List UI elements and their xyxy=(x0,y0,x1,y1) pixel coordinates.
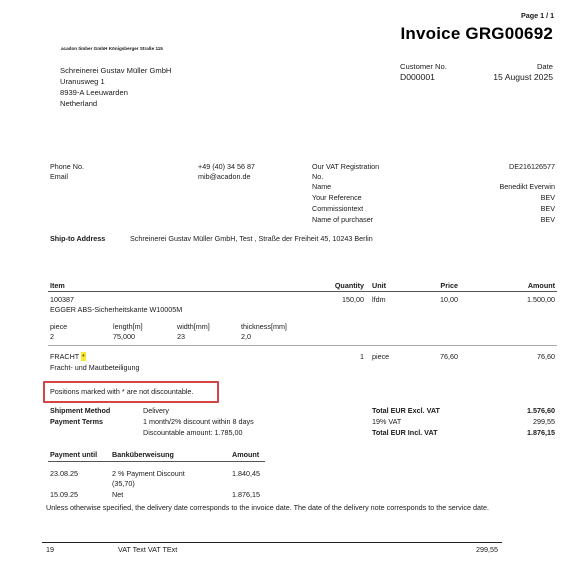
payment-terms-label: Payment Terms xyxy=(50,417,103,426)
payment-terms-value: 1 month/2% discount within 8 days xyxy=(143,417,254,426)
vat-value-2: Benedikt Everwin xyxy=(499,182,555,191)
vat-label-4: Commissiontext xyxy=(312,204,364,213)
pay-col-bank: Banküberweisung xyxy=(112,450,174,459)
vat-label-2: Name xyxy=(312,182,332,191)
delivery-footnote: Unless otherwise specified, the delivery date corresponds to the invoice date. The date of the delivery note corresponds to the service date. xyxy=(46,503,489,512)
payment-header-divider xyxy=(48,461,265,462)
dim-header-length: length[m] xyxy=(113,322,143,331)
pay-row1-desc2: (35,70) xyxy=(112,479,135,488)
recipient-city: 8939-A Leeuwarden xyxy=(60,88,128,97)
recipient-street: Uranusweg 1 xyxy=(60,77,105,86)
line2-unit: piece xyxy=(372,352,390,361)
col-item: Item xyxy=(50,281,65,290)
vat-amount-value: 299,55 xyxy=(533,417,555,426)
vat-amount-label: 19% VAT xyxy=(372,417,402,426)
page-number: Page 1 / 1 xyxy=(521,11,555,20)
header-divider xyxy=(48,291,557,292)
vat-footer-text: VAT Text VAT TExt xyxy=(118,545,178,554)
row-divider xyxy=(48,345,557,346)
shipment-value: Delivery xyxy=(143,406,169,415)
vat-value-3: BEV xyxy=(540,193,555,202)
line2-price: 76,60 xyxy=(440,352,458,361)
footer-divider xyxy=(42,542,502,543)
line1-quantity: 150,00 xyxy=(342,295,364,304)
vat-value-4: BEV xyxy=(540,204,555,213)
dim-header-piece: piece xyxy=(50,322,68,331)
line2-amount: 76,60 xyxy=(537,352,555,361)
vat-label-3: Your Reference xyxy=(312,193,362,202)
line1-desc: EGGER ABS-Sicherheitskante W10005M xyxy=(50,305,183,314)
ship-to-label: Ship-to Address xyxy=(50,234,106,243)
line2-no-text: FRACHT xyxy=(50,352,80,361)
email-value[interactable]: mib@acadon.de xyxy=(198,172,251,181)
pay-col-until: Payment until xyxy=(50,450,98,459)
col-unit: Unit xyxy=(372,281,386,290)
line2-quantity: 1 xyxy=(360,352,364,361)
pay-row1-desc: 2 % Payment Discount xyxy=(112,469,185,478)
vat-label-0: Our VAT Registration xyxy=(312,162,380,171)
date-value: 15 August 2025 xyxy=(493,72,553,82)
date-label: Date xyxy=(536,62,553,71)
col-price: Price xyxy=(440,281,458,290)
vat-label-5: Name of purchaser xyxy=(312,215,374,224)
line1-amount: 1.500,00 xyxy=(527,295,555,304)
line2-desc: Fracht- und Mautbeteiligung xyxy=(50,363,140,372)
email-label: Email xyxy=(50,172,68,181)
dim-value-length: 75,000 xyxy=(113,332,135,341)
vat-value-0: DE216126577 xyxy=(509,162,555,171)
dim-value-thickness: 2,0 xyxy=(241,332,251,341)
pay-row2-desc: Net xyxy=(112,490,124,499)
vat-footer-code: 19 xyxy=(46,545,54,554)
dim-value-piece: 2 xyxy=(50,332,54,341)
line1-unit: lfdm xyxy=(372,295,386,304)
pay-row1-amount: 1.840,45 xyxy=(232,469,260,478)
dim-header-thickness: thickness[mm] xyxy=(241,322,287,331)
phone-label: Phone No. xyxy=(50,162,84,171)
phone-value: +49 (40) 34 56 87 xyxy=(198,162,255,171)
recipient-country: Netherland xyxy=(60,99,98,108)
vat-footer-amount: 299,55 xyxy=(476,545,498,554)
discountable-amount: Discountable amount: 1.785,00 xyxy=(143,428,243,437)
col-amount: Amount xyxy=(527,281,555,290)
total-excl-label: Total EUR Excl. VAT xyxy=(372,406,440,415)
vat-value-5: BEV xyxy=(540,215,555,224)
shipment-label: Shipment Method xyxy=(50,406,111,415)
line1-price: 10,00 xyxy=(440,295,458,304)
col-quantity: Quantity xyxy=(334,281,364,290)
customer-no-value: D000001 xyxy=(400,72,435,82)
vat-label-1: No. xyxy=(312,172,324,181)
customer-no-label: Customer No. xyxy=(400,62,447,71)
dim-value-width: 23 xyxy=(177,332,185,341)
line2-no xyxy=(50,352,86,361)
ship-to-value: Schreinerei Gustav Müller GmbH, Test , Straße der Freiheit 45, 10243 Berlin xyxy=(130,234,373,243)
pay-row2-amount: 1.876,15 xyxy=(232,490,260,499)
line1-no: 100387 xyxy=(50,295,74,304)
pay-row2-until: 15.09.25 xyxy=(50,490,78,499)
dim-header-width: width[mm] xyxy=(177,322,210,331)
total-incl-label: Total EUR Incl. VAT xyxy=(372,428,438,437)
total-excl-value: 1.576,60 xyxy=(527,406,555,415)
recipient-name: Schreinerei Gustav Müller GmbH xyxy=(60,66,172,75)
total-incl-value: 1.876,15 xyxy=(527,428,555,437)
sender-line: acadon timber GmbH Königsberger Straße 115 xyxy=(61,46,163,51)
discount-note: Positions marked with * are not discountable. xyxy=(50,387,194,396)
invoice-title: Invoice GRG00692 xyxy=(400,24,553,43)
non-discountable-marker: * xyxy=(82,352,85,361)
pay-col-amount: Amount xyxy=(232,450,260,459)
pay-row1-until: 23.08.25 xyxy=(50,469,78,478)
